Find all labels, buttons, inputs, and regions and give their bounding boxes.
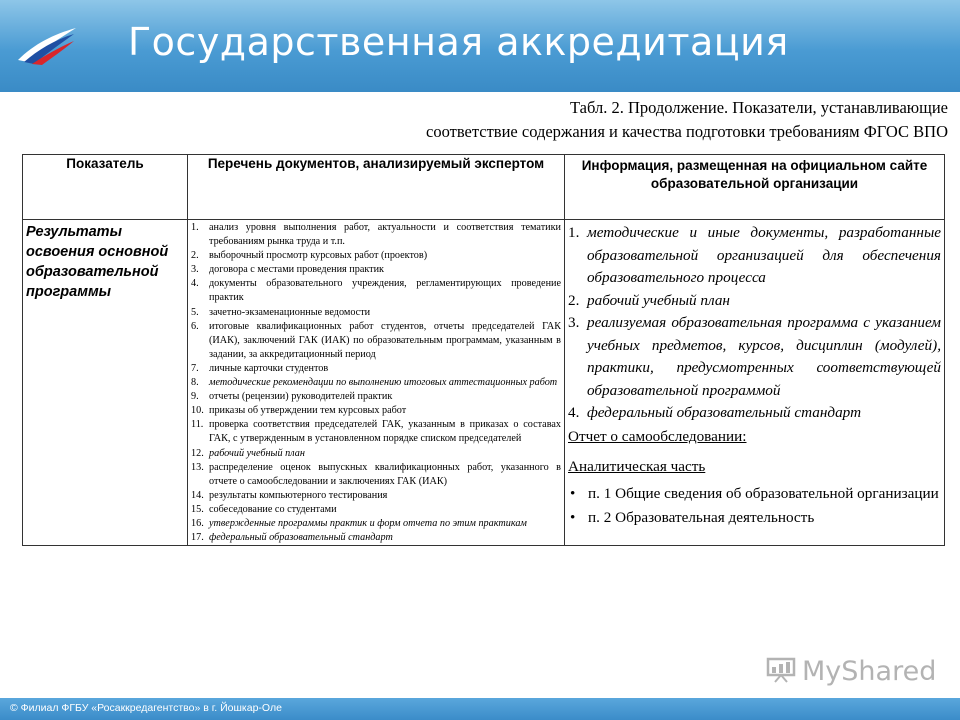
list-item: 7. личные карточки студентов (191, 362, 329, 374)
site-info-list (568, 222, 941, 425)
indicator-cell: Результаты освоения основной образовательной программы (23, 220, 188, 546)
list-item: 2. рабочий учебный план (568, 291, 730, 309)
list-item: 3. реализуемая образовательная программа с указанием учебных предметов, курсов, дисциплин (модулей), практики, предусмотренных соответствующей образовательной программой (568, 314, 941, 399)
list-item: 17. федеральный образовательный стандарт (191, 532, 393, 544)
list-item: 13. распределение оценок выпускных квалификационных работ, указанного в отчете о самообследовании и заключениях ГАК (ИАК) (191, 461, 561, 487)
documents-list (191, 221, 561, 545)
header-indicator: Показатель (23, 155, 188, 220)
watermark (766, 656, 936, 687)
watermark-text: MyShared (802, 656, 937, 687)
flag-wing-logo-icon (16, 26, 78, 66)
list-item: 14. результаты компьютерного тестирования (191, 489, 388, 501)
list-item: 3. договора с местами проведения практик (191, 264, 385, 276)
list-item: 4. федеральный образовательный стандарт (568, 404, 862, 421)
bullet-icon: • (570, 509, 576, 526)
list-item: 5. зачетно-экзаменационные ведомости (191, 306, 371, 318)
list-item: 1. методические и иные документы, разработанные образовательной организацией для обеспечения образовательного процесса (568, 224, 941, 286)
list-item: 2. выборочный просмотр курсовых работ (проектов) (191, 250, 428, 262)
list-item: 8. методические рекомендации по выполнению итоговых аттестационных работ (191, 377, 558, 389)
list-item: 9. отчеты (рецензии) руководителей практик (191, 391, 393, 403)
list-item: 1. анализ уровня выполнения работ, актуальности и соответствия тематики требованиям рынка труда и т.п. (191, 222, 561, 248)
footer-bar (0, 698, 960, 720)
report-title: Отчет о самообследовании: (568, 427, 747, 445)
list-item: 4. документы образовательного учреждения, регламентирующих проведение практик (191, 278, 561, 304)
site-info-cell (565, 220, 945, 546)
list-item: 16. утвержденные программы практик и форм отчета по этим практикам (191, 517, 527, 529)
footer-text: © Филиал ФГБУ «Росаккредагентство» в г. Йошкар-Оле (10, 702, 282, 714)
table-row (23, 220, 945, 546)
analytic-title: Аналитическая часть (568, 457, 706, 475)
caption-line-2: соответствие содержания и качества подготовки требованиям ФГОС ВПО (426, 122, 948, 141)
list-item: • п. 1 Общие сведения об образовательной организации (568, 483, 941, 505)
header-documents: Перечень документов, анализируемый экспертом (188, 155, 565, 220)
list-item: 15. собеседование со студентами (191, 503, 337, 515)
documents-cell (188, 220, 565, 546)
header-banner (0, 0, 960, 92)
list-item: 10. приказы об утверждении тем курсовых работ (191, 405, 407, 417)
table-caption (426, 96, 948, 144)
list-item: • п. 2 Образовательная деятельность (568, 507, 941, 529)
presentation-board-icon (766, 657, 796, 683)
bullet-icon: • (570, 484, 576, 502)
caption-line-1: Табл. 2. Продолжение. Показатели, устанавливающие (569, 98, 948, 117)
page-title: Государственная аккредитация (128, 20, 789, 64)
header-site-info: Информация, размещенная на официальном сайте образовательной организации (565, 155, 945, 220)
list-item: 6. итоговые квалификационных работ студентов, отчеты председателей ГАК (ИАК), заключений ГАК (ИАК) по образовательным программам, указанным в задании, за аккредитационный период (191, 320, 561, 360)
indicators-table (22, 154, 945, 546)
list-item: 12. рабочий учебный план (191, 447, 305, 459)
table-header-row (23, 155, 945, 220)
list-item: 11. проверка соответствия председателей ГАК, указанным в приказах о составах ГАК, с утвержденным в установленном порядке списком председателей (191, 419, 561, 445)
analytic-points (568, 483, 941, 529)
